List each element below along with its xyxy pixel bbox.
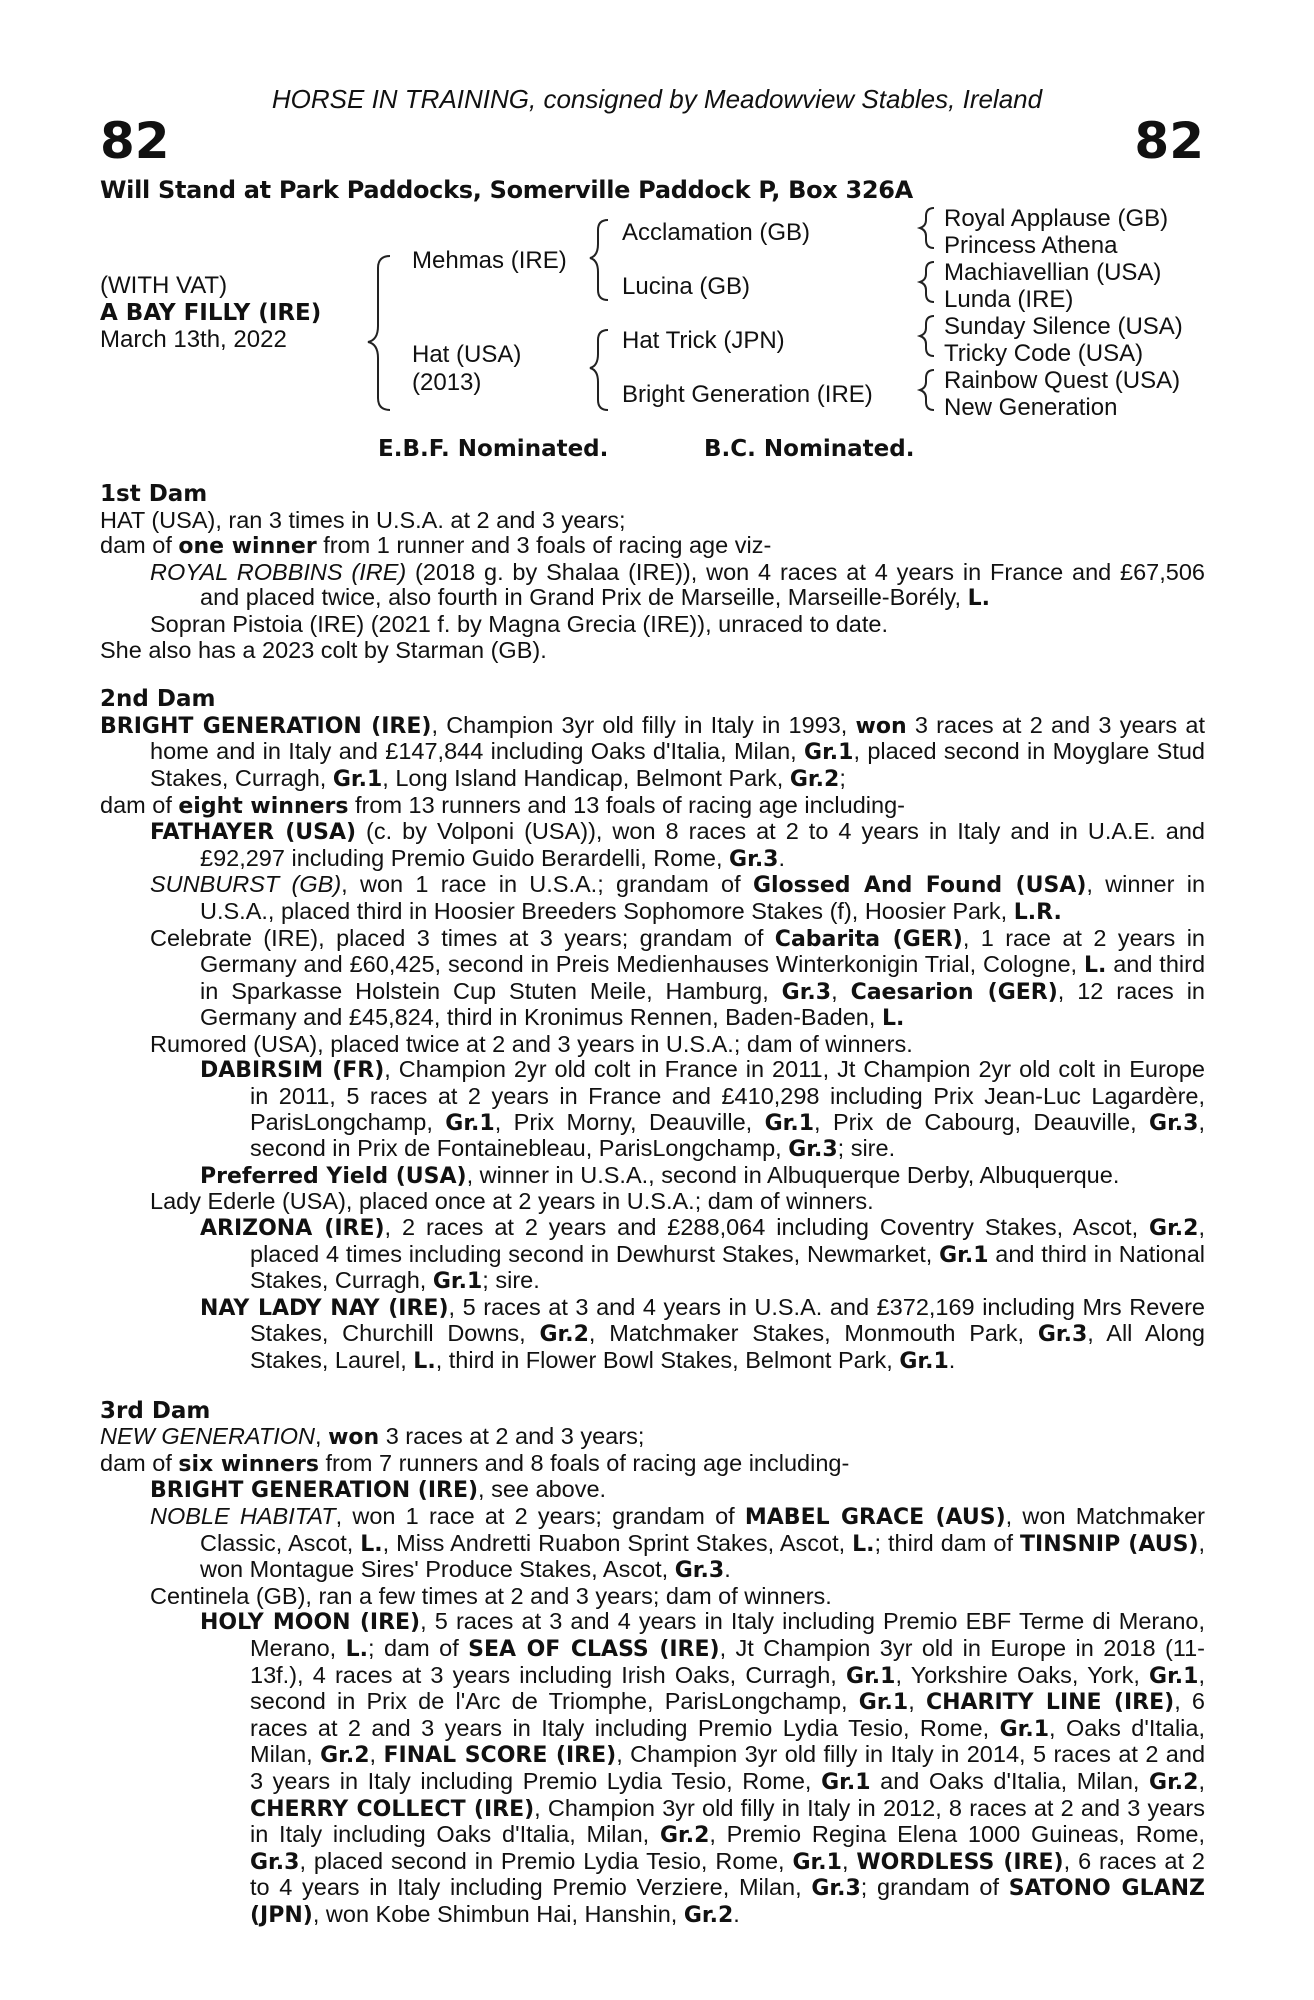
pedigree-g3-6: Tricky Code (USA): [944, 340, 1144, 367]
pedigree-entry: FATHAYER (USA) (c. by Volponi (USA)), won 8 races at 2 to 4 years in Italy and in U.A.E. and £92,297 including Premio Guido Berardelli, Rome, Gr.3.: [150, 818, 1205, 872]
pedigree-entry: Lady Ederle (USA), placed once at 2 years in U.S.A.; dam of winners.: [150, 1188, 874, 1215]
pedigree-entry: Centinela (GB), ran a few times at 2 and 3 years; dam of winners.: [150, 1582, 832, 1609]
pedigree-entry: NAY LADY NAY (IRE), 5 races at 3 and 4 years in U.S.A. and £372,169 including Mrs Revere Stakes, Churchill Downs, Gr.2, Matchmaker Stakes, Monmouth Park, Gr.3, All Along Stakes, Laurel, L., third in Flower Bowl Stakes, Belmont Park, Gr.1.: [200, 1293, 1205, 1374]
pedigree-entry: dam of six winners from 7 runners and 8 foals of racing age including-: [100, 1449, 850, 1477]
lot-number-left: 82: [100, 112, 170, 170]
horse-name: A BAY FILLY (IRE): [100, 300, 322, 326]
pedigree-entry: Preferred Yield (USA), winner in U.S.A., second in Albuquerque Derby, Albuquerque.: [200, 1161, 1120, 1189]
produce-record: [100, 482, 1205, 1928]
ebf-nomination: E.B.F. Nominated.: [378, 436, 609, 462]
pedigree-g3-8: New Generation: [944, 394, 1118, 421]
pedigree-g3-2: Princess Athena: [944, 232, 1118, 259]
consignor-line: HORSE IN TRAINING, consigned by Meadowview Stables, Ireland: [271, 84, 1043, 114]
pedigree-g3-1: Royal Applause (GB): [944, 205, 1169, 232]
pedigree-entry: BRIGHT GENERATION (IRE), see above.: [150, 1476, 607, 1504]
second-dam-heading: 2nd Dam: [100, 686, 216, 713]
foaling-date: March 13th, 2022: [100, 326, 287, 353]
lot-number-right: 82: [1134, 112, 1204, 170]
pedigree-entry: HAT (USA), ran 3 times in U.S.A. at 2 and 3 years;: [100, 506, 626, 533]
pedigree-sire-dam: Lucina (GB): [622, 273, 751, 300]
first-dam-section: [100, 482, 1205, 663]
pedigree-entry: Celebrate (IRE), placed 3 times at 3 years; grandam of Cabarita (GER), 1 race at 2 years in Germany and £60,425, second in Preis Medienhauses Winterkonigin Trial, Cologne, L. and third in Sparkasse Holstein Cup Stuten Meile, Hamburg, Gr.3, Caesarion (GER), 12 races in Germany and £45,824, third in Kronimus Rennen, Baden-Baden, L.: [150, 924, 1206, 1032]
pedigree-entry: SUNBURST (GB), won 1 race in U.S.A.; grandam of Glossed And Found (USA), winner in U.S.A., placed third in Hoosier Breeders Sophomore Stakes (f), Hoosier Park, L.R.: [150, 871, 1206, 925]
second-dam-section: [100, 687, 1205, 1374]
pedigree-dam: Hat (USA): [412, 341, 522, 368]
pedigree-g3-3: Machiavellian (USA): [944, 259, 1162, 286]
pedigree-dam-sire: Hat Trick (JPN): [622, 327, 785, 354]
pedigree-entry: BRIGHT GENERATION (IRE), Champion 3yr old filly in Italy in 1993, won 3 races at 2 and 3 years at home and in Italy and £147,844 including Oaks d'Italia, Milan, Gr.1, placed second in Moyglare Stud Stakes, Curragh, Gr.1, Long Island Handicap, Belmont Park, Gr.2;: [100, 711, 1205, 792]
pedigree-entry: HOLY MOON (IRE), 5 races at 3 and 4 years in Italy including Premio EBF Terme di Merano, Merano, L.; dam of SEA OF CLASS (IRE), Jt Champion 3yr old in Europe in 2018 (11-13f.), 4 races at 3 years including Irish Oaks, Curragh, Gr.1, Yorkshire Oaks, York, Gr.1, second in Prix de l'Arc de Triomphe, ParisLongchamp, Gr.1, CHARITY LINE (IRE), 6 races at 2 and 3 years in Italy including Premio Lydia Tesio, Rome, Gr.1, Oaks d'Italia, Milan, Gr.2, FINAL SCORE (IRE), Champion 3yr old filly in Italy in 2014, 5 races at 2 and 3 years in Italy including Premio Lydia Tesio, Rome, Gr.1 and Oaks d'Italia, Milan, Gr.2, CHERRY COLLECT (IRE), Champion 3yr old filly in Italy in 2012, 8 races at 2 and 3 years in Italy including Oaks d'Italia, Milan, Gr.2, Premio Regina Elena 1000 Guineas, Rome, Gr.3, placed second in Premio Lydia Tesio, Rome, Gr.1, WORDLESS (IRE), 6 races at 2 to 4 years in Italy including Premio Verziere, Milan, Gr.3; grandam of SATONO GLANZ (JPN), won Kobe Shimbun Hai, Hanshin, Gr.2.: [200, 1608, 1206, 1928]
bc-nomination: B.C. Nominated.: [704, 436, 915, 462]
pedigree-entry: She also has a 2023 colt by Starman (GB).: [100, 636, 547, 663]
pedigree-entry: NOBLE HABITAT, won 1 race at 2 years; grandam of MABEL GRACE (AUS), won Matchmaker Classic, Ascot, L., Miss Andretti Ruabon Sprint Stakes, Ascot, L.; third dam of TINSNIP (AUS), won Montague Sires' Produce Stakes, Ascot, Gr.3.: [150, 1502, 1206, 1584]
first-dam-heading: 1st Dam: [100, 481, 208, 507]
pedigree-g3-4: Lunda (IRE): [944, 286, 1074, 313]
pedigree-entry: ARIZONA (IRE), 2 races at 2 years and £288,064 including Coventry Stakes, Ascot, Gr.2, placed 4 times including second in Dewhurst Stakes, Newmarket, Gr.1 and third in National Stakes, Curragh, Gr.1; sire.: [200, 1214, 1205, 1295]
third-dam-heading: 3rd Dam: [100, 1397, 211, 1424]
pedigree-entry: DABIRSIM (FR), Champion 2yr old colt in France in 2011, Jt Champion 2yr old colt in Europe in 2011, 5 races at 2 years in France and £410,298 including Prix Jean-Luc Lagardère, ParisLongchamp, Gr.1, Prix Morny, Deauville, Gr.1, Prix de Cabourg, Deauville, Gr.3, second in Prix de Fontainebleau, ParisLongchamp, Gr.3; sire.: [200, 1056, 1205, 1163]
third-dam-section: [100, 1399, 1205, 1929]
pedigree-dam-dam: Bright Generation (IRE): [622, 381, 873, 408]
pedigree-entry: NEW GENERATION, won 3 races at 2 and 3 years;: [100, 1423, 645, 1451]
pedigree-dam-year: (2013): [412, 369, 482, 396]
pedigree-g3-5: Sunday Silence (USA): [944, 313, 1183, 340]
pedigree-entry: Rumored (USA), placed twice at 2 and 3 years in U.S.A.; dam of winners.: [150, 1030, 913, 1057]
standing-location: Will Stand at Park Paddocks, Somerville Paddock P, Box 326A: [100, 176, 913, 204]
pedigree-g3-7: Rainbow Quest (USA): [944, 367, 1181, 394]
pedigree-entry: dam of one winner from 1 runner and 3 foals of racing age viz-: [100, 532, 772, 560]
pedigree-entry: dam of eight winners from 13 runners and 13 foals of racing age including-: [100, 791, 905, 819]
pedigree-sire-sire: Acclamation (GB): [622, 219, 811, 246]
vat-note: (WITH VAT): [100, 272, 228, 299]
pedigree-sire: Mehmas (IRE): [412, 247, 567, 274]
pedigree-entry: ROYAL ROBBINS (IRE) (2018 g. by Shalaa (IRE)), won 4 races at 4 years in France and £67,506 and placed twice, also fourth in Grand Prix de Marseille, Marseille-Borély, L.: [150, 558, 1205, 612]
pedigree-entry: Sopran Pistoia (IRE) (2021 f. by Magna Grecia (IRE)), unraced to date.: [150, 610, 888, 637]
